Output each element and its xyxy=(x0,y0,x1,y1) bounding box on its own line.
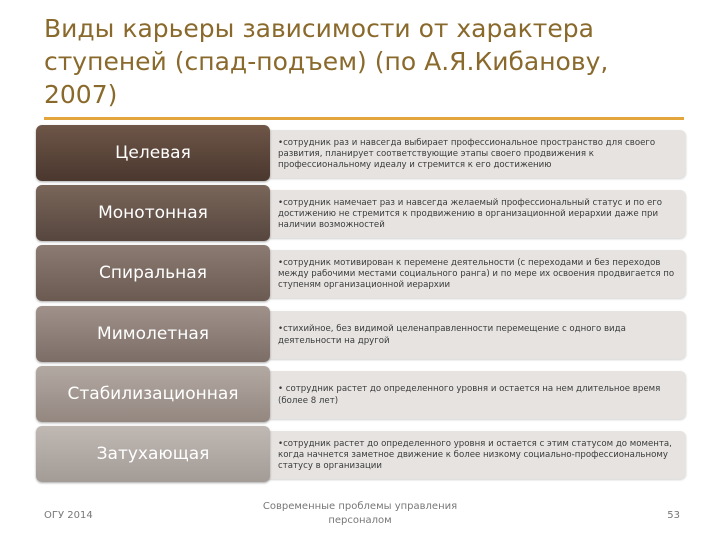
footer-organization: ОГУ 2014 xyxy=(44,510,93,521)
page-number: 53 xyxy=(667,510,680,521)
career-type-description: •сотрудник растет до определенного уровня и остается с этим статусом до момента, когда начнется заметное движение к более низкому социально-профессиональному статусу в организации xyxy=(262,431,686,479)
career-type-label: Целевая xyxy=(36,125,270,181)
slide-title: Виды карьеры зависимости от характера ступеней (спад-подъем) (по А.Я.Кибанову, 2007) xyxy=(44,14,609,109)
career-type-description: •сотрудник раз и навсегда выбирает профессиональное пространство для своего развития, планирует соответствующие этапы своего продвижения к профессиональному идеалу и стремится к его достижению xyxy=(262,130,686,178)
footer-course-title: Современные проблемы управления персоналом xyxy=(262,501,458,526)
career-type-label: Монотонная xyxy=(36,185,270,241)
career-type-label: Затухающая xyxy=(36,426,270,482)
title-underline xyxy=(44,117,684,120)
career-row xyxy=(36,185,686,241)
career-type-description: • сотрудник растет до определенного уровня и остается на нем длительное время (более 8 лет) xyxy=(262,371,686,419)
career-type-description: •сотрудник мотивирован к перемене деятельности (с переходами и без переходов между рабочими местами социального ранга) и по мере их освоения продвигается по ступеням организационной иерархии xyxy=(262,250,686,298)
career-row xyxy=(36,306,686,362)
career-row xyxy=(36,125,686,181)
career-type-label: Стабилизационная xyxy=(36,366,270,422)
career-row xyxy=(36,366,686,422)
career-row xyxy=(36,426,686,482)
career-row xyxy=(36,245,686,301)
career-type-description: •сотрудник намечает раз и навсегда желаемый профессиональный статус и по его достижению не стремится к продвижению в организационной иерархии даже при наличии возможностей xyxy=(262,190,686,238)
career-type-label: Спиральная xyxy=(36,245,270,301)
career-type-description: •стихийное, без видимой целенаправленности перемещение с одного вида деятельности на другой xyxy=(262,311,686,359)
career-type-label: Мимолетная xyxy=(36,306,270,362)
